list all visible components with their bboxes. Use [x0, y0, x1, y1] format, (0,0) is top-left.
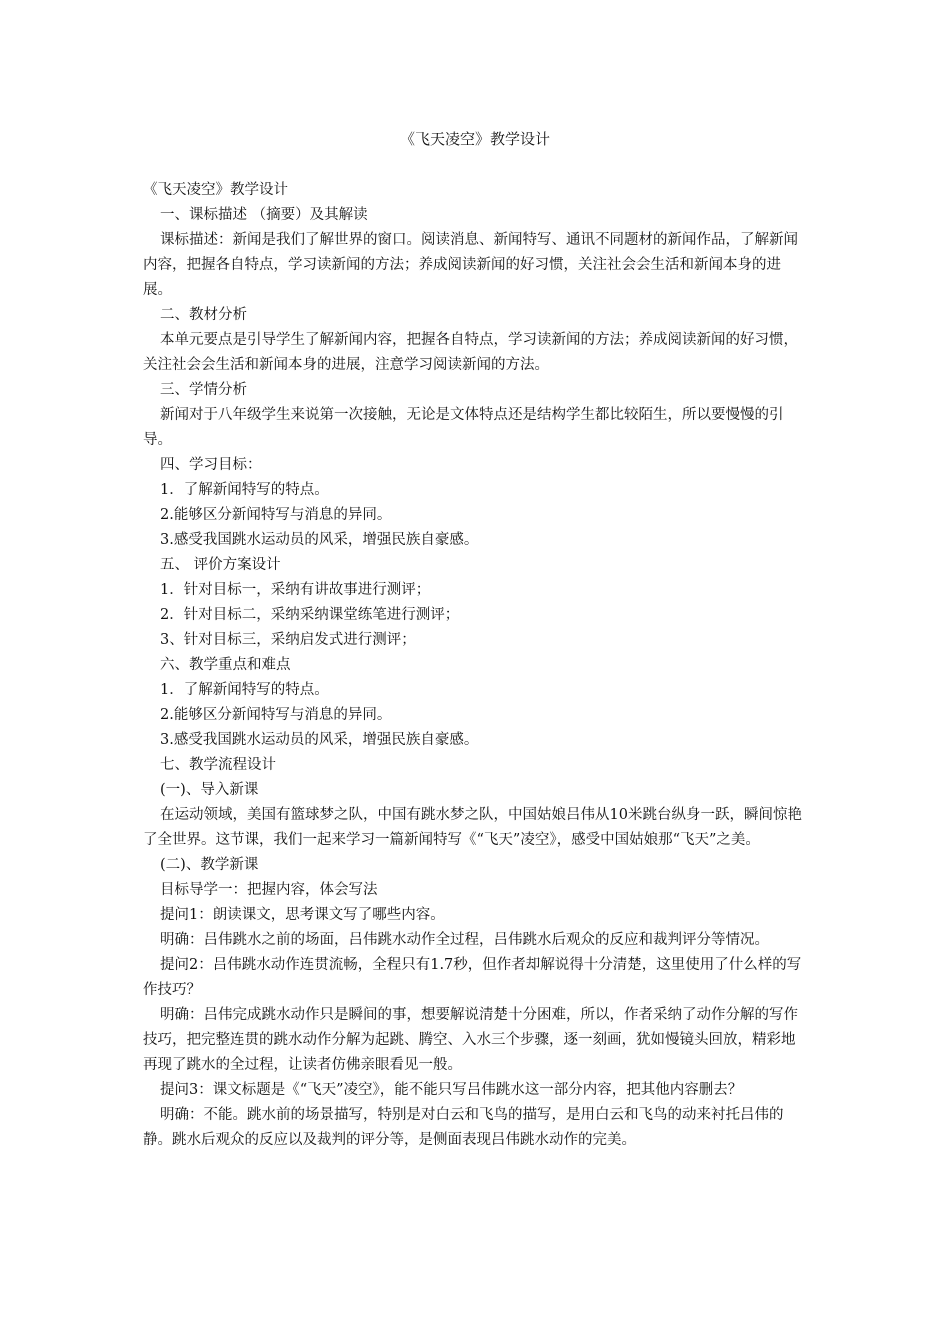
paragraph-2: 本单元要点是引导学生了解新闻内容，把握各自特点，学习读新闻的方法；养成阅读新闻的好习惯，关注社会会生活和新闻本身的进展，注意学习阅读新闻的方法。: [143, 332, 798, 373]
answer-2: 明确：吕伟完成跳水动作只是瞬间的事，想要解说清楚十分困难，所以，作者采纳了动作分解的写作技巧，把完整连贯的跳水动作分解为起跳、腾空、入水三个步骤，逐一刻画，犹如慢镜头回放，精彩地再现了跳水的全过程，让读者仿佛亲眼看见一般。: [143, 1007, 798, 1073]
list-item: 3.感受我国跳水运动员的风采，增强民族自豪感。: [160, 732, 479, 748]
section-heading-7: 七、教学流程设计: [160, 757, 276, 773]
section-heading-2: 二、教材分析: [160, 307, 247, 323]
answer-3: 明确：不能。跳水前的场景描写，特别是对白云和飞鸟的描写，是用白云和飞鸟的动来衬托吕伟的静。跳水后观众的反应以及裁判的评分等，是侧面表现吕伟跳水动作的完美。: [143, 1107, 784, 1148]
paragraph-1: 课标描述：新闻是我们了解世界的窗口。阅读消息、新闻特写、通讯不同题材的新闻作品，了解新闻内容，把握各自特点，学习读新闻的方法；养成阅读新闻的好习惯，关注社会会生活和新闻本身的进展。: [143, 232, 798, 298]
question-2: 提问2：吕伟跳水动作连贯流畅，全程只有1.7秒，但作者却解说得十分清楚，这里使用了什么样的写作技巧？: [143, 957, 802, 998]
list-item: 3.感受我国跳水运动员的风采，增强民族自豪感。: [160, 532, 479, 548]
document-title: 《飞天凌空》教学设计: [399, 130, 550, 148]
document-body: [143, 178, 803, 1153]
paragraph-4: 在运动领域，美国有篮球梦之队，中国有跳水梦之队，中国姑娘吕伟从10米跳台纵身一跃，瞬间惊艳了全世界。这节课，我们一起来学习一篇新闻特写《“飞天”凌空》，感受中国姑娘那“飞天”之美。: [143, 807, 802, 848]
list-item: 3、针对目标三，采纳启发式进行测评；: [160, 632, 416, 648]
subsection-heading: (一)、导入新课: [160, 782, 259, 798]
list-item: 2.能够区分新闻特写与消息的异同。: [160, 507, 392, 523]
list-item: 2．针对目标二，采纳采纳课堂练笔进行测评；: [160, 607, 460, 623]
body-heading: 《飞天凌空》教学设计: [143, 182, 288, 198]
paragraph-3: 新闻对于八年级学生来说第一次接触，无论是文体特点还是结构学生都比较陌生，所以要慢慢的引导。: [143, 407, 784, 448]
section-heading-5: 五、 评价方案设计: [160, 557, 281, 573]
list-item: 1．针对目标一，采纳有讲故事进行测评；: [160, 582, 431, 598]
list-item: 1．了解新闻特写的特点。: [160, 682, 329, 698]
section-heading-3: 三、学情分析: [160, 382, 247, 398]
section-heading-4: 四、学习目标：: [160, 457, 262, 473]
list-item: 1．了解新闻特写的特点。: [160, 482, 329, 498]
goal-heading: 目标导学一：把握内容，体会写法: [160, 882, 378, 898]
section-heading-1: 一、课标描述 （摘要）及其解读: [160, 207, 368, 223]
section-heading-6: 六、教学重点和难点: [160, 657, 291, 673]
answer-1: 明确：吕伟跳水之前的场面，吕伟跳水动作全过程，吕伟跳水后观众的反应和裁判评分等情况。: [160, 932, 769, 948]
list-item: 2.能够区分新闻特写与消息的异同。: [160, 707, 392, 723]
question-1: 提问1：朗读课文，思考课文写了哪些内容。: [160, 907, 445, 923]
subsection-heading: (二)、教学新课: [160, 857, 259, 873]
question-3: 提问3：课文标题是《“飞天”凌空》，能不能只写吕伟跳水这一部分内容，把其他内容删去？: [160, 1082, 743, 1098]
